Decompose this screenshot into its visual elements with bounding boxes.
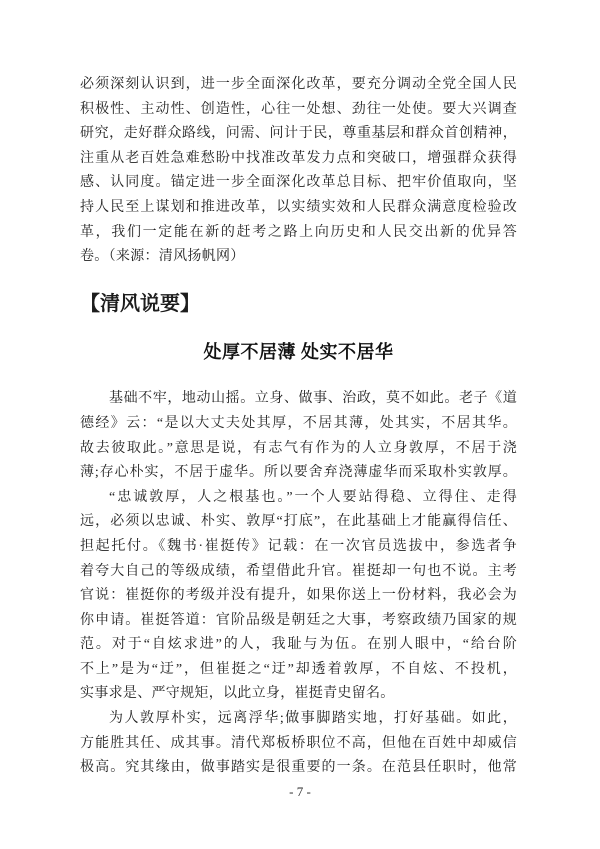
text-line: 极高。究其缘由，做事踏实是很重要的一条。在范县任职时，他常 — [80, 760, 517, 776]
text-line: 不上”是为“迂”，但崔挺之“迂”却透着敦厚，不自炫、不投机， — [80, 661, 517, 677]
text-line: 为人敦厚朴实，远离浮华;做事脚踏实地，打好基础。如此， — [109, 711, 517, 727]
text-line: 感、认同度。锚定进一步全面深化改革总目标、把牢价值取向，坚 — [80, 175, 517, 191]
text-line: 薄;存心朴实，不居于虚华。所以要舍弃浇薄虚华而采取朴实敦厚。 — [80, 465, 517, 481]
text-line: 卷。（来源：清风扬帆网） — [80, 249, 245, 265]
text-line: 你申请。崔挺答道：官阶品级是朝廷之大事，考察政绩乃国家的规 — [80, 612, 517, 628]
text-line: 官说：崔挺你的考级并没有提升，如果你送上一份材料，我必会为 — [80, 588, 517, 604]
text-line: 担起托付。《魏书·崔挺传》记载：在一次官员选拔中，参选者争 — [80, 538, 517, 554]
text-line: 德经》云：“是以大丈夫处其厚，不居其薄，处其实，不居其华。 — [80, 415, 517, 431]
article-title: 处厚不居薄 处实不居华 — [203, 342, 394, 363]
text-line: 研究，走好群众路线，问需、问计于民，尊重基层和群众首创精神， — [80, 126, 517, 142]
text-line: 故去彼取此。”意思是说，有志气有作为的人立身敦厚，不居于浇 — [80, 440, 517, 456]
text-line: 着夸大自己的等级成绩，希望借此升官。崔挺却一句也不说。主考 — [80, 563, 517, 579]
paragraph-continuation — [80, 73, 517, 270]
text-line: 持人民至上谋划和推进改革，以实绩实效和人民群众满意度检验改 — [80, 199, 517, 215]
text-line: 基础不牢，地动山摇。立身、做事、治政，莫不如此。老子《道 — [109, 391, 517, 407]
paragraph-cuiting-story — [80, 486, 517, 707]
text-line: 范。对于“自炫求进”的人，我耻与为伍。在别人眼中，“给台阶 — [80, 637, 517, 653]
text-line: 远，必须以忠诚、朴实、敦厚“打底”，在此基础上才能赢得信任、 — [80, 514, 517, 530]
paragraph-zhengbanqiao — [80, 707, 517, 781]
text-line: 方能胜其任、成其事。清代郑板桥职位不高，但他在百姓中却威信 — [80, 735, 517, 751]
page-number: - 7 - — [289, 784, 311, 799]
paragraph-laozi-quote — [80, 387, 517, 485]
text-line: 革，我们一定能在新的赶考之路上向历史和人民交出新的优异答 — [80, 224, 517, 240]
text-line: 必须深刻认识到，进一步全面深化改革，要充分调动全党全国人民 — [80, 77, 517, 92]
text-line: “忠诚敦厚，人之根基也。”一个人要站得稳、立得住、走得 — [109, 489, 517, 505]
text-line: 实事求是、严守规矩，以此立身，崔挺青史留名。 — [80, 686, 395, 702]
section-header: 【清风说要】 — [80, 292, 200, 315]
text-line: 注重从老百姓急难愁盼中找准改革发力点和突破口，增强群众获得 — [80, 150, 517, 166]
text-line: 积极性、主动性、创造性，心往一处想、劲往一处使。要大兴调查 — [80, 101, 517, 117]
